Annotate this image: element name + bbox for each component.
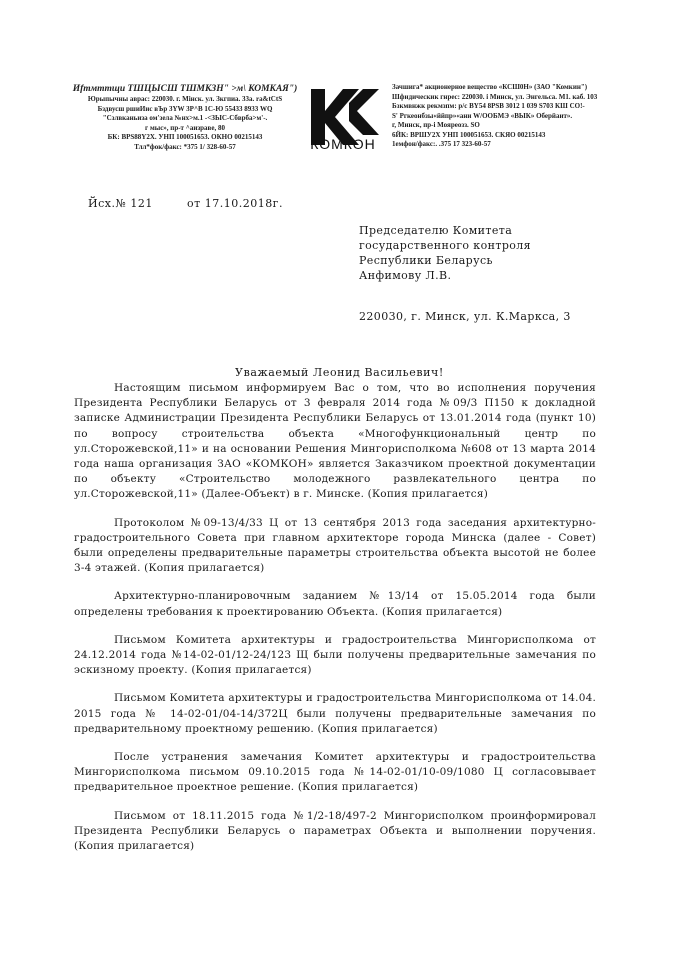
- letterhead-right-line: Зачшига* акционерное вещество «КСШ0Н» (ЗАО "Комкин"): [392, 83, 588, 91]
- salutation: Уважаемый Леонид Васильевич!: [235, 366, 444, 379]
- letter-body: [74, 381, 596, 867]
- addressee-line: государственного контроля: [359, 239, 532, 252]
- addressee-line: Председателю Комитета: [359, 224, 513, 237]
- letterhead-left-line: Юрыпычны аврас: 220030. г. Мiнск. ул. Зкгпиа. 33а. rа&tCtS: [87, 95, 283, 103]
- body-paragraph: После устранения замечания Комитет архитектуры и градостроительства Мингорисполкома письмом 09.10.2015 года №14-02-01/10-09/1080 Ц согласовывает предварительное проектное решение. (Копия прилагается): [74, 751, 596, 794]
- letterhead-left-line: Бздвусш ршиИис вЪр 3YW 3Р^В 1С-Ю 55433 8933 WQ: [97, 104, 273, 113]
- letterhead-right-line: г, Минск, пр-i Мояреозз. SO: [392, 121, 480, 129]
- letterhead-right-line: Бзкмвнжк рекмзпм: р/с BY54 8PSB 3012 1 039 S703 КШ СО!-: [392, 102, 585, 110]
- letterhead-right-line: 1емфон/факс:. .375 17 323-60-57: [392, 140, 491, 148]
- body-paragraph: Письмом Комитета архитектуры и градостроительства Мингорисполкома от 24.12.2014 года №14-02-01/12-24/123 Щ были получены предварительные замечания по эскизному проекту. (Копия прилагается): [74, 633, 596, 677]
- letterhead-right-line: S' Ргкеонбзы«ййпр»«ани W/ООБМЭ «ВЫК» Оберйаит».: [392, 111, 573, 120]
- letterhead-left-line: "Сзлвканьиза ом'зела №нх>м.1 -<ЗЫС-Сбврба>м'-.: [102, 114, 268, 122]
- body-paragraph: Письмом от 18.11.2015 года №1/2-18/497-2 Мингорисполком проинформировал Президента Республики Беларусь о параметрах Объекта и выполнении поручения. (Копия прилагается): [74, 809, 596, 853]
- body-paragraph: Письмом Комитета архитектуры и градостроительства Мингорисполкома от 14.04. 2015 года № 14-02-01/04-14/372Ц были получены предварительные замечания по предварительному проектному решению. (Копия прилагается): [74, 692, 596, 735]
- reference-number: Йсх.№ 121: [88, 197, 153, 210]
- letterhead-right-requisites: [392, 83, 652, 150]
- body-paragraph: Архитектурно-планировочным заданием №13/14 от 15.05.2014 года были определены требования к проектированию Объекта. (Копия прилагается): [74, 590, 596, 618]
- letterhead-left-requisites: [70, 83, 300, 152]
- addressee-postal-address: 220030, г. Минск, ул. К.Маркса, 3: [359, 310, 571, 323]
- reference-date: от 17.10.2018г.: [187, 197, 283, 210]
- body-paragraph: Настоящим письмом информируем Вас о том, что во исполнения поручения Президента Республики Беларусь от 3 февраля 2014 года №09/3 П150 к докладной записке Администрации Президента Республики Беларусь от 13.01.2014 года (пункт 10) по вопросу строительства объекта «Многофункциональный центр по ул.Сторожевской,11» и на основании Решения Мингорисполкома №608 от 13 марта 2014 года наша организация ЗАО «КОМКОН» является Заказчиком проектной документации по объекту «Строительство молодежного развлекательного центра по ул.Сторожевской,11» (Далее-Объект) в г. Минске. (Копия прилагается): [74, 382, 596, 501]
- letterhead-left-line: Иfтмттщи ТШЦЫСШ ТШМКЗН" >м\ КОМКАЯ"): [72, 84, 298, 94]
- letterhead-left-line: г мыс», пр-т ^аизраве, 80: [145, 123, 225, 132]
- outgoing-reference: [88, 197, 283, 210]
- letterhead-right-line: 6ЙК: ВРШУ2Х УНП 100051653. СКЯО 00215143: [392, 130, 546, 139]
- letterhead-left-line: БК: BPS88Y2X. УНП 100051653. ОКНО 00215143: [107, 133, 263, 141]
- company-logo-text: КОМКОН: [310, 136, 376, 152]
- addressee-block: [359, 223, 639, 324]
- letterhead-left-line: Тлл*фок/факс: *375 1/ 328-60-57: [134, 142, 236, 151]
- body-paragraph: Протоколом №09-13/4/33 Ц от 13 сентября 2013 года заседания архитектурно-градостроительного Совета при главном архитекторе города Минска (далее - Совет) были определены предварительные параметры строительства объекта высотой не более 3-4 этажей. (Копия прилагается): [74, 516, 596, 575]
- addressee-line: Республики Беларусь: [359, 254, 493, 267]
- addressee-line: Анфимову Л.В.: [359, 269, 452, 282]
- letterhead-right-line: Шфидическик гнрес: 220030. i Минск, ул. Энгельса. М1. каб. 103: [392, 92, 598, 101]
